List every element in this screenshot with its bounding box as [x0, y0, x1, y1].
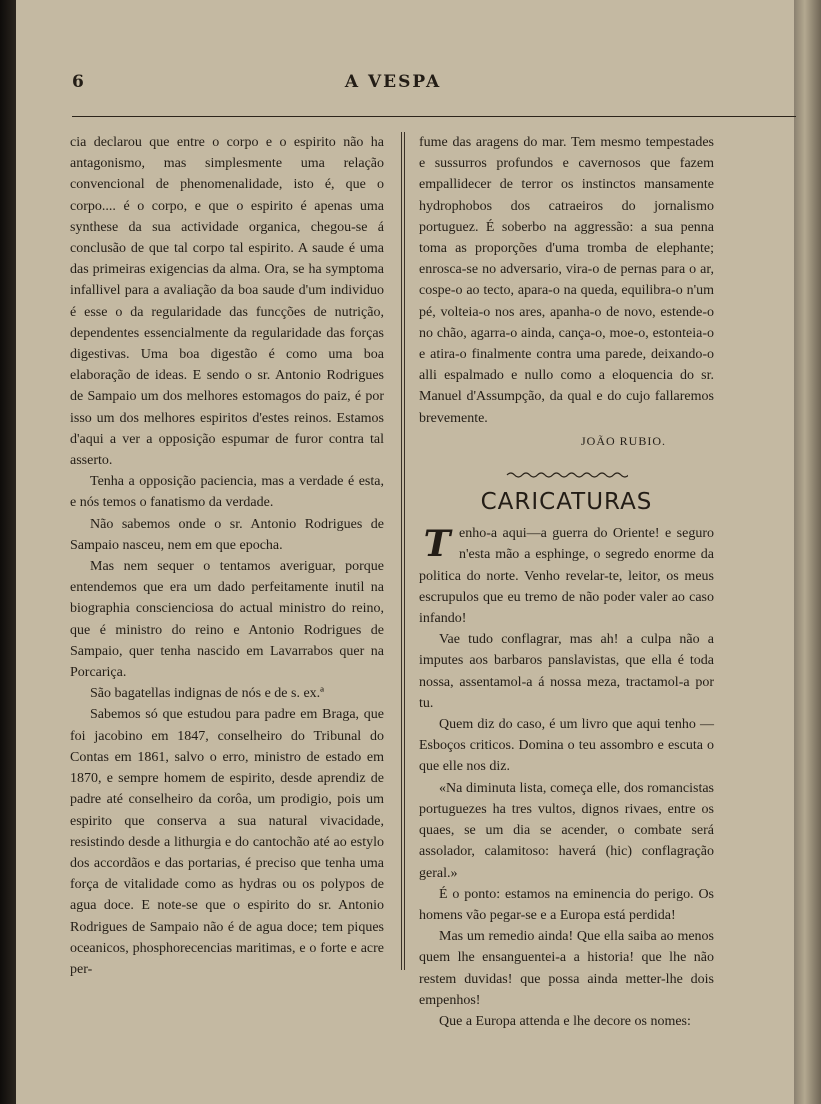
paragraph: Vae tudo conflagrar, mas ah! a culpa não a imputes aos barbaros panslavistas, que ella é toda nossa, assentamol-a á nossa meza, tractamol-a por tu.	[419, 632, 714, 711]
section-title: CARICATURAS	[480, 489, 653, 516]
paragraph	[419, 523, 714, 629]
header-rule	[72, 116, 796, 117]
column-divider	[401, 132, 405, 970]
wavy-separator-ornament	[506, 470, 628, 480]
paragraph: É o ponto: estamos na eminencia do perigo. Os homens vão pegar-se e a Europa está perdida!	[419, 886, 714, 923]
paragraph: Quem diz do caso, é um livro que aqui tenho —Esboços criticos. Domina o teu assombro e escuta o que elle nos diz.	[419, 717, 714, 775]
page-number: 6	[72, 72, 84, 92]
paragraph: «Na diminuta lista, começa elle, dos romancistas portuguezes ha tres vultos, dignos rivaes, entre os quaes, se um dia se acender, o combate será assolador, calamitoso: haverá (hic) conflagração geral.»	[419, 780, 714, 881]
article-continuation: fume das aragens do mar. Tem mesmo tempestades e sussurros profundos e cavernosos que fazem empallidecer de terror os instinctos mansamente hydrophobos dos catraeiros do jornalismo portuguez. É soberbo na aggressão: a sua penna toma as proporções d'uma tromba de elephante; enrosca-se no adversario, vira-o de pernas para o ar, cospe-o ao tecto, apara-o na queda, equilibra-o n'um pé, volteia-o nos ares, apanha-o de novo, estende-o no chão, agarra-o ainda, cança-o, moe-o, estonteia-o e atira-o finalmente contra uma parede, deixando-o alli espalmado e nullo como a eloquencia do sr. Manuel d'Assumpção, da qual e do cujo fallaremos brevemente.	[419, 135, 714, 426]
right-column	[419, 132, 714, 1032]
decorative-initial: T	[423, 523, 451, 566]
paragraph: São bagatellas indignas de nós e de s. ex.ª	[90, 686, 325, 702]
paragraph: Mas nem sequer o tentamos averiguar, porque entendemos que era um dado perfeitamente inutil na biographia conscienciosa do actual ministro do reino, que é ministro do reino e Antonio Rodrigues de Sampaio, quer tenha nascido em Lavarrabos quer na Porcariça.	[70, 559, 384, 681]
paragraph: Que a Europa attenda e lhe decore os nomes:	[439, 1013, 691, 1029]
author-signature: JOÃO RUBIO.	[580, 433, 666, 448]
running-title: A VESPA	[344, 72, 442, 92]
paragraph-text: enho-a aqui—a guerra do Oriente! e seguro n'esta mão a esphinge, o segredo enorme da politica do norte. Venho revelar-te, leitor, os meus escrupulos que eu tremo de não poder valer ao caso infando!	[419, 526, 714, 627]
page-header	[72, 72, 714, 96]
paragraph: cia declarou que entre o corpo e o espirito não ha antagonismo, mas simplesmente uma relação convencional de phenomenalidade, isto é, que o corpo.... é o corpo, e que o espirito é apenas uma synthese da sua actividade organica, chegou-se á conclusão de que tal corpo tal espirito. A saude é uma das primeiras exigencias da alma. Ora, se ha symptoma infallivel para a avaliação da boa saude d'um individuo é esse o da regularidade das funcções de nutrição, dependentes essencialmente da regularidade das forças digestivas. Uma boa digestão é como uma boa elaboração de ideas. E sendo o sr. Antonio Rodrigues de Sampaio um dos melhores estomagos do paiz, é por isso um dos melhores espiritos d'estes reinos. Estamos d'aqui a ver a opposição espumar de furor contra tal asserto.	[70, 135, 384, 469]
page-binding-edge	[794, 0, 821, 1104]
paragraph: Tenha a opposição paciencia, mas a verdade é esta, e nós temos o fanatismo da verdade.	[70, 474, 384, 511]
paragraph: Não sabemos onde o sr. Antonio Rodrigues de Sampaio nasceu, nem em que epocha.	[70, 516, 384, 553]
caricaturas-body	[419, 523, 714, 1032]
paragraph: Mas um remedio ainda! Que ella saiba ao menos quem lhe ensanguentei-a a historia! que lhe não restem duvidas! que possa ainda metter-lhe dois empenhos!	[419, 929, 714, 1008]
scan-left-margin	[0, 0, 16, 1104]
paragraph: Sabemos só que estudou para padre em Braga, que foi jacobino em 1847, conselheiro do Tribunal do Contas em 1861, salvo o erro, ministro de estado em 1870, e sempre homem de espirito, desde aprendiz de padre até conselheiro da corôa, um prodigio, pois um espirito que conserva a sua natural vivacidade, resistindo desde a lithurgia e do cantochão até ao estylo dos accordãos e das portarias, é preciso que tenha uma força de vitalidade como as hydras ou os polypos de agua doce. E note-se que o espirito do sr. Antonio Rodrigues de Sampaio não é de agua doce; tem piques oceanicos, phosphorecencias maritimas, e o forte e acre per-	[70, 707, 384, 977]
left-column	[70, 132, 384, 980]
